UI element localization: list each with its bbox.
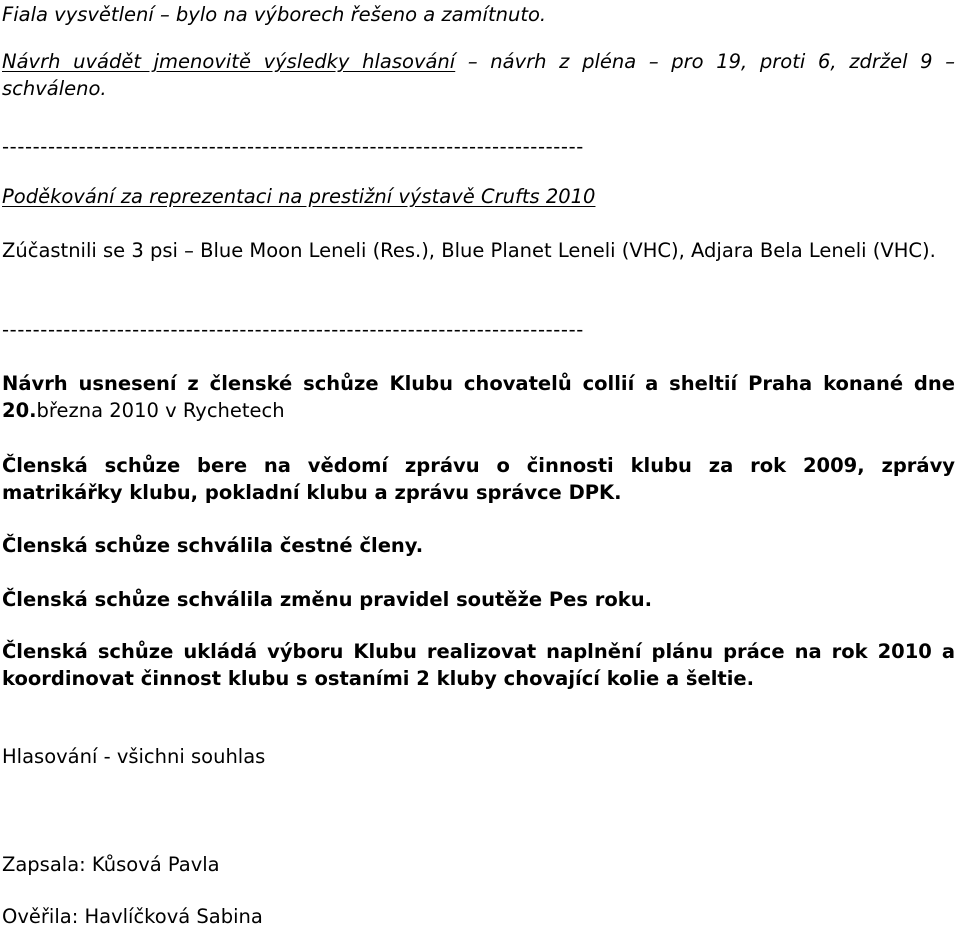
resolution-heading-date: března 2010 v Rychetech [36,399,285,422]
rejection-note: Fiala vysvětlení – bylo na výborech řešeno a zamítnuto. [2,3,547,26]
resolution-item-2: Členská schůze schválila čestné členy. [2,534,424,557]
resolution-item-3: Členská schůze schválila změnu pravidel soutěže Pes roku. [2,588,653,611]
proposal-vote-paragraph [2,48,955,102]
resolution-heading-bold: Návrh usnesení z členské schůze Klubu chovatelů collií a sheltií Praha konané dne 20. [2,372,955,422]
crufts-heading: Poděkování za reprezentaci na prestižní výstavě Crufts 2010 [2,185,596,208]
proposal-title: Návrh uvádět jmenovitě výsledky hlasování [2,50,456,73]
separator-line: ---------------------------------------------------------------------------- [2,318,584,341]
verified-by: Ověřila: Havlíčková Sabina [2,905,263,928]
resolution-heading [2,370,955,424]
crufts-participants: Zúčastnili se 3 psi – Blue Moon Leneli (Res.), Blue Planet Leneli (VHC), Adjara Bela Leneli (VHC). [2,239,936,262]
separator-line: ---------------------------------------------------------------------------- [2,135,584,158]
recorded-by: Zapsala: Kůsová Pavla [2,853,220,876]
voting-result: Hlasování - všichni souhlas [2,745,266,768]
proposal-vote-result: – návrh z pléna – pro 19, proti 6, zdržel 9 – schváleno. [2,50,955,100]
resolution-item-4: Členská schůze ukládá výboru Klubu realizovat naplnění plánu práce na rok 2010 a koordinovat činnost klubu s ostaními 2 kluby chovající kolie a šeltie. [2,640,955,690]
resolution-item-1: Členská schůze bere na vědomí zprávu o činnosti klubu za rok 2009, zprávy matrikářky klubu, pokladní klubu a zprávu správce DPK. [2,454,955,504]
